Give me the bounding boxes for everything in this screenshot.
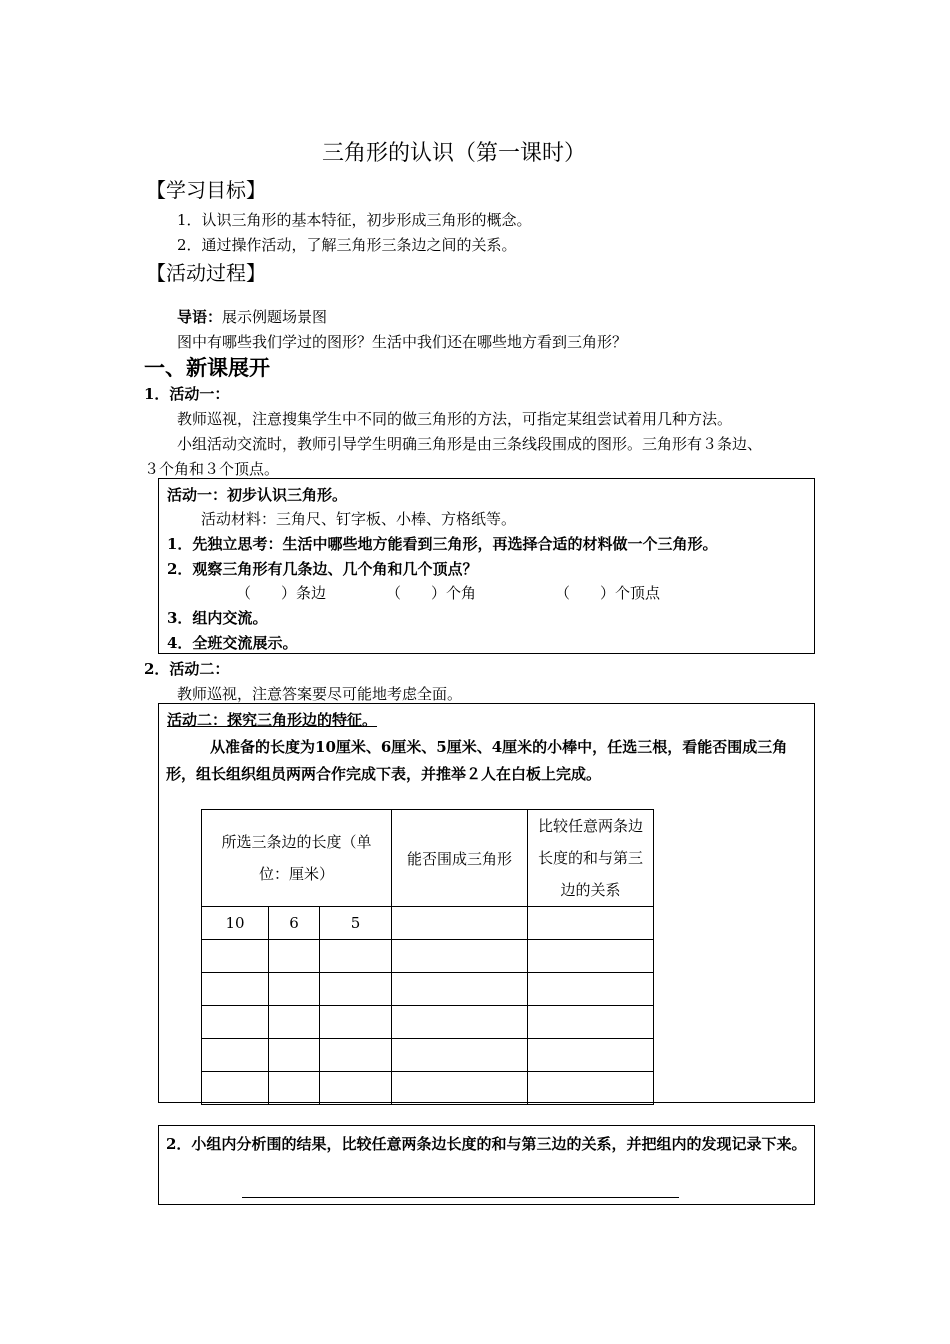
- results-table: [201, 809, 654, 1105]
- activity1-para1: 教师巡视，注意搜集学生中不同的做三角形的方法，可指定某组尝试着用几种方法。: [177, 410, 733, 428]
- blank-edges: （ ）条边: [236, 584, 327, 602]
- header-can-form: 能否围成三角形: [392, 810, 528, 907]
- table-cell: [320, 1072, 392, 1105]
- table-cell: [528, 1039, 654, 1072]
- table-cell: [528, 907, 654, 940]
- goal-item-1: 1．认识三角形的基本特征，初步形成三角形的概念。: [177, 211, 532, 229]
- table-cell: [528, 1006, 654, 1039]
- intro-label: 导语：: [177, 308, 223, 326]
- table-cell: [528, 973, 654, 1006]
- table-cell: 5: [320, 907, 392, 940]
- activity1-step3: 3．组内交流。: [167, 609, 268, 627]
- table-row: [202, 940, 654, 973]
- page-title: 三角形的认识（第一课时）: [322, 141, 587, 166]
- table-cell: [528, 1072, 654, 1105]
- table-cell: [392, 1006, 528, 1039]
- table-cell: 6: [269, 907, 320, 940]
- activity2-label: 2．活动二：: [144, 660, 230, 678]
- table-row: [202, 1072, 654, 1105]
- table-cell: [202, 1072, 269, 1105]
- header-relation: 比较任意两条边长度的和与第三边的关系: [528, 810, 654, 907]
- table-row: [202, 907, 654, 940]
- activity1-box-title: 活动一：初步认识三角形。: [167, 486, 348, 504]
- table-row: [202, 1006, 654, 1039]
- findings-text: 2．小组内分析围的结果，比较任意两条边长度的和与第三边的关系，并把组内的发现记录下来。: [166, 1135, 807, 1153]
- table-cell: [392, 1039, 528, 1072]
- table-row: [202, 1039, 654, 1072]
- activity1-step4: 4．全班交流展示。: [167, 634, 298, 652]
- goal-item-2: 2．通过操作活动，了解三角形三条边之间的关系。: [177, 236, 517, 254]
- goals-heading: 【学习目标】: [146, 178, 266, 202]
- table-row: [202, 973, 654, 1006]
- table-cell: [202, 973, 269, 1006]
- table-cell: [320, 973, 392, 1006]
- activity1-label: 1．活动一：: [144, 385, 230, 403]
- table-cell: [392, 973, 528, 1006]
- blank-vertices: （ ）个顶点: [555, 584, 661, 602]
- table-cell: [528, 940, 654, 973]
- activity1-step1: 1．先独立思考：生活中哪些地方能看到三角形，再选择合适的材料做一个三角形。: [167, 535, 718, 553]
- activity2-para: 教师巡视，注意答案要尽可能地考虑全面。: [177, 685, 463, 703]
- intro-line: [177, 306, 327, 327]
- table-cell: [269, 1072, 320, 1105]
- table-cell: [269, 940, 320, 973]
- activity1-materials: 活动材料：三角尺、钉字板、小棒、方格纸等。: [201, 510, 517, 528]
- process-heading: 【活动过程】: [146, 261, 266, 285]
- activity1-step2: 2．观察三角形有几条边、几个角和几个顶点？: [167, 560, 478, 578]
- answer-line[interactable]: [242, 1197, 679, 1198]
- table-cell: [392, 1072, 528, 1105]
- intro-text: 展示例题场景图: [222, 308, 328, 326]
- table-cell: 10: [202, 907, 269, 940]
- header-side-lengths: 所选三条边的长度（单位：厘米）: [202, 810, 392, 907]
- section1-heading: 一、新课展开: [144, 356, 270, 380]
- table-cell: [392, 907, 528, 940]
- table-cell: [202, 1039, 269, 1072]
- table-cell: [392, 940, 528, 973]
- table-cell: [269, 973, 320, 1006]
- table-cell: [269, 1039, 320, 1072]
- activity1-para2-line2: ３个角和３个顶点。: [144, 460, 280, 478]
- table-cell: [320, 1006, 392, 1039]
- intro-question: 图中有哪些我们学过的图形？生活中我们还在哪些地方看到三角形？: [177, 333, 628, 351]
- activity1-para2-line1: 小组活动交流时，教师引导学生明确三角形是由三条线段围成的图形。三角形有３条边、: [177, 435, 763, 453]
- table-cell: [202, 940, 269, 973]
- table-cell: [202, 1006, 269, 1039]
- table-cell: [320, 940, 392, 973]
- activity2-box-title: 活动二：探究三角形边的特征。: [167, 711, 378, 729]
- table-cell: [320, 1039, 392, 1072]
- table-cell: [269, 1006, 320, 1039]
- activity2-box-text: 从准备的长度为10厘米、6厘米、5厘米、4厘米的小棒中，任选三根，看能否围成三角形，组长组织组员两两合作完成下表，并推举２人在白板上完成。: [166, 738, 788, 783]
- blank-angles: （ ）个角: [386, 584, 477, 602]
